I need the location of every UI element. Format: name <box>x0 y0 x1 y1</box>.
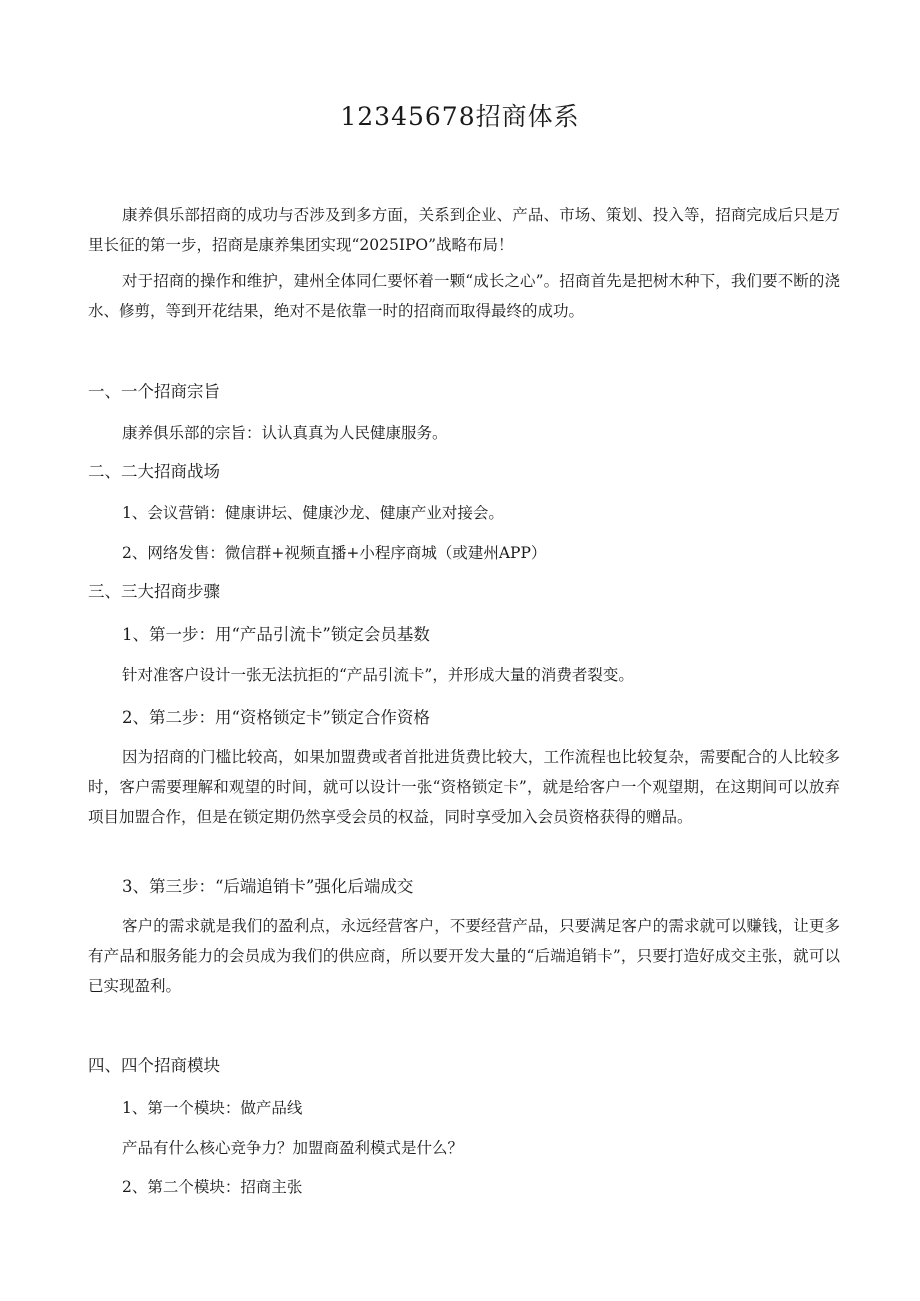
document-title: 12345678招商体系 <box>340 102 580 131</box>
module-1-heading: 1、第一个模块：做产品线 <box>122 1099 303 1117</box>
intro-paragraph-2: 对于招商的操作和维护，建州全体同仁要怀着一颗“成长之心”。招商首先是把树木种下，我们要不断的浇水、修剪，等到开花结果，绝对不是依靠一时的招商而取得最终的成功。 <box>88 272 840 320</box>
intro-paragraph-1: 康养俱乐部招商的成功与否涉及到多方面，关系到企业、产品、市场、策划、投入等，招商完成后只是万里长征的第一步，招商是康养集团实现“2025IPO”战略布局！ <box>88 206 840 254</box>
module-1-text: 产品有什么核心竞争力？加盟商盈利模式是什么？ <box>122 1139 464 1157</box>
section-1-heading: 一、一个招商宗旨 <box>88 382 220 401</box>
section-2-heading: 二、二大招商战场 <box>88 462 220 481</box>
section-3-heading: 三、三大招商步骤 <box>88 582 220 601</box>
section-4-heading: 四、四个招商模块 <box>88 1056 220 1075</box>
step-2-text: 因为招商的门槛比较高，如果加盟费或者首批进货费比较大，工作流程也比较复杂，需要配合的人比较多时，客户需要理解和观望的时间，就可以设计一张“资格锁定卡”，就是给客户一个观望期，在这期间可以放弃项目加盟合作，但是在锁定期仍然享受会员的权益，同时享受加入会员资格获得的赠品。 <box>88 748 840 826</box>
module-2-heading: 2、第二个模块：招商主张 <box>122 1178 303 1196</box>
section-1-text: 康养俱乐部的宗旨：认认真真为人民健康服务。 <box>122 424 448 442</box>
step-1-text: 针对准客户设计一张无法抗拒的“产品引流卡”，并形成大量的消费者裂变。 <box>122 666 634 684</box>
step-3-text: 客户的需求就是我们的盈利点，永远经营客户，不要经营产品，只要满足客户的需求就可以赚钱，让更多有产品和服务能力的会员成为我们的供应商，所以要开发大量的“后端追销卡”，只要打造好成交主张，就可以已实现盈利。 <box>88 917 840 995</box>
step-1-heading: 1、第一步：用“产品引流卡”锁定会员基数 <box>122 625 430 644</box>
section-2-item-1: 1、会议营销：健康讲坛、健康沙龙、健康产业对接会。 <box>122 504 504 522</box>
step-2-heading: 2、第二步：用“资格锁定卡”锁定合作资格 <box>122 708 430 727</box>
section-2-item-2: 2、网络发售：微信群+视频直播+小程序商城（或建州APP） <box>122 544 547 562</box>
step-3-heading: 3、第三步：“后端追销卡”强化后端成交 <box>122 877 414 896</box>
